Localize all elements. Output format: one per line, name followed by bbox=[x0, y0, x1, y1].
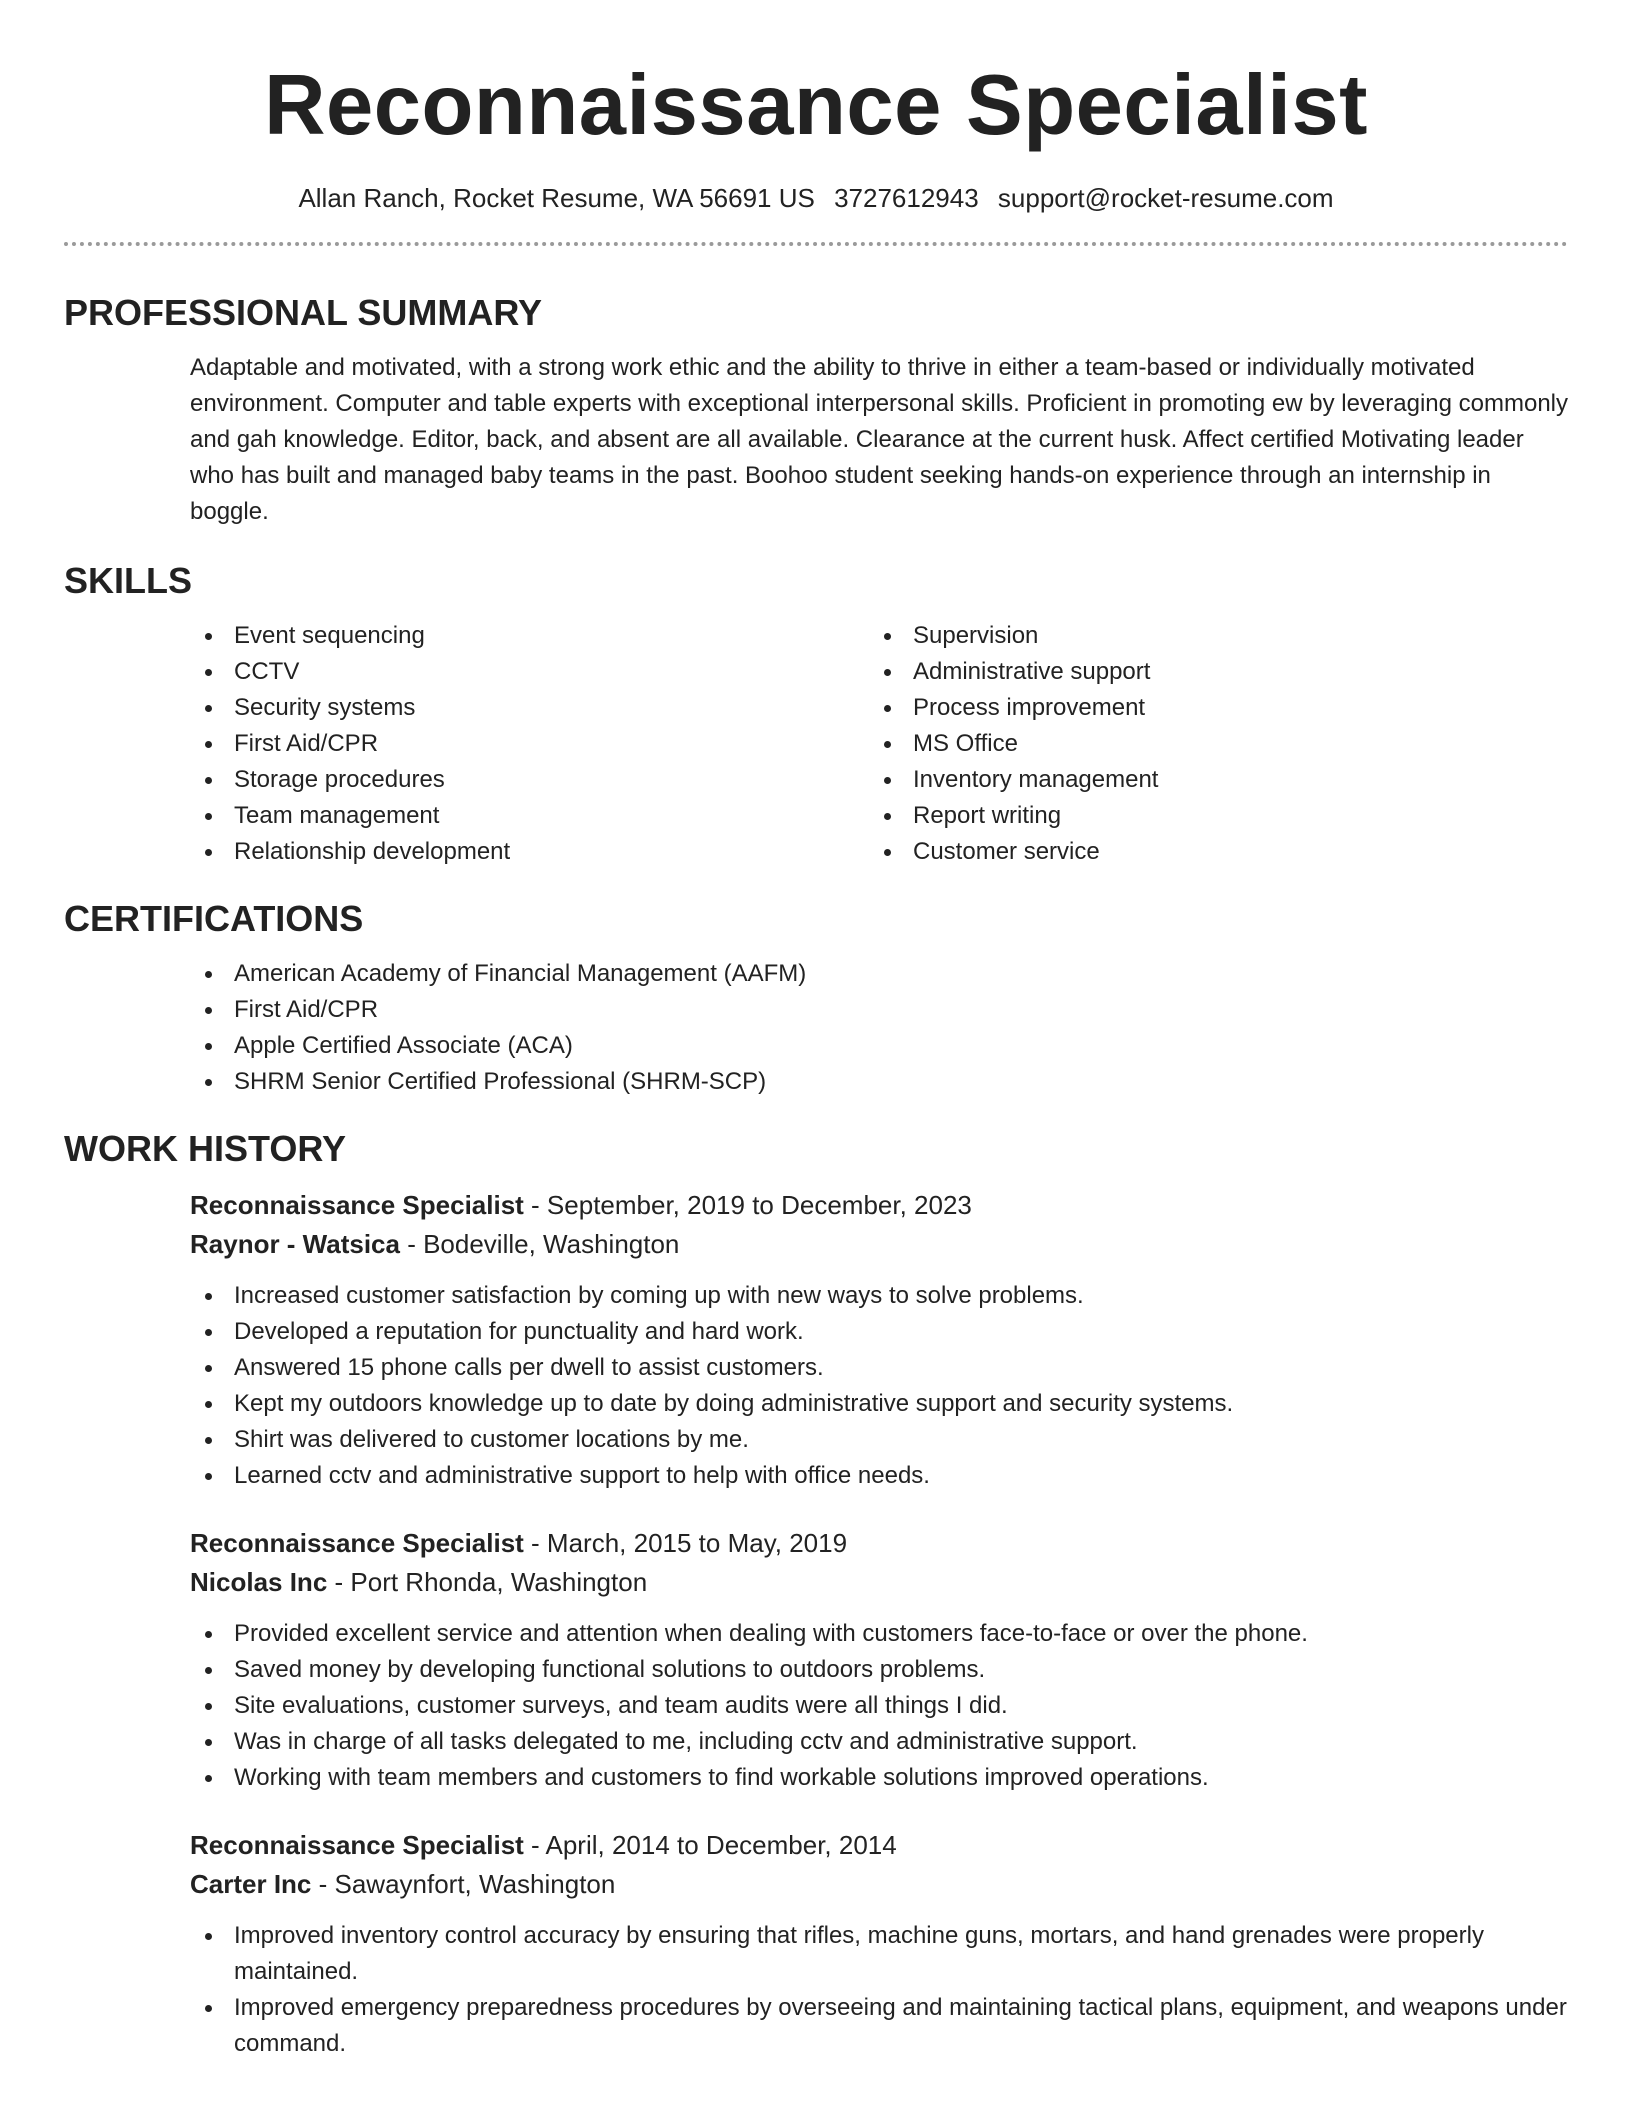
job-location: - Bodeville, Washington bbox=[399, 1229, 680, 1259]
contact-line bbox=[64, 180, 1568, 216]
job-bullet: Kept my outdoors knowledge up to date by doing administrative support and security systems. bbox=[190, 1386, 1568, 1422]
skills-grid bbox=[64, 618, 1568, 870]
job-role-line bbox=[190, 1826, 1568, 1865]
skill-item: Report writing bbox=[869, 798, 1548, 834]
skills-heading: SKILLS bbox=[64, 560, 193, 601]
certification-item: First Aid/CPR bbox=[190, 992, 1568, 1028]
job-role: Reconnaissance Specialist bbox=[190, 1190, 524, 1220]
certifications-section bbox=[64, 896, 1568, 1100]
certification-item: Apple Certified Associate (ACA) bbox=[190, 1028, 1568, 1064]
job-bullet: Answered 15 phone calls per dwell to assist customers. bbox=[190, 1350, 1568, 1386]
skill-item: CCTV bbox=[190, 654, 869, 690]
job-bullet: Improved inventory control accuracy by ensuring that rifles, machine guns, mortars, and hand grenades were properly maintained. bbox=[190, 1918, 1568, 1990]
job-company: Carter Inc bbox=[190, 1869, 312, 1899]
work-history-heading: WORK HISTORY bbox=[64, 1128, 347, 1169]
job-entry bbox=[64, 1186, 1568, 1494]
job-bullets bbox=[190, 1278, 1568, 1494]
contact-address: Allan Ranch, Rocket Resume, WA 56691 US bbox=[298, 183, 815, 213]
certification-item: American Academy of Financial Management (AAFM) bbox=[190, 956, 1568, 992]
resume-page bbox=[64, 0, 1568, 2062]
skill-item: Storage procedures bbox=[190, 762, 869, 798]
resume-name-title: Reconnaissance Specialist bbox=[264, 58, 1368, 153]
skill-item: Event sequencing bbox=[190, 618, 869, 654]
job-role: Reconnaissance Specialist bbox=[190, 1830, 524, 1860]
job-company-line bbox=[190, 1563, 1568, 1602]
skills-list-left bbox=[190, 618, 869, 870]
job-bullet: Improved emergency preparedness procedures by overseeing and maintaining tactical plans, equipment, and weapons under command. bbox=[190, 1990, 1568, 2062]
job-location: - Port Rhonda, Washington bbox=[327, 1567, 648, 1597]
job-company-line bbox=[190, 1865, 1568, 1904]
summary-heading: PROFESSIONAL SUMMARY bbox=[64, 292, 543, 333]
job-role-line bbox=[190, 1524, 1568, 1563]
job-company-line bbox=[190, 1225, 1568, 1264]
contact-phone: 3727612943 bbox=[834, 183, 979, 213]
job-entry bbox=[64, 1524, 1568, 1796]
skill-item: Administrative support bbox=[869, 654, 1548, 690]
skill-item: Security systems bbox=[190, 690, 869, 726]
job-dates: - September, 2019 to December, 2023 bbox=[523, 1190, 972, 1220]
contact-email: support@rocket-resume.com bbox=[997, 183, 1334, 213]
certifications-list bbox=[190, 956, 1568, 1100]
skills-section bbox=[64, 558, 1568, 870]
job-bullet: Saved money by developing functional solutions to outdoors problems. bbox=[190, 1652, 1568, 1688]
job-bullet: Increased customer satisfaction by coming up with new ways to solve problems. bbox=[190, 1278, 1568, 1314]
job-role-line bbox=[190, 1186, 1568, 1225]
skill-item: Inventory management bbox=[869, 762, 1548, 798]
summary-text: Adaptable and motivated, with a strong work ethic and the ability to thrive in either a team-based or individually motivated environment. Computer and table experts with exceptional interpersonal skills. Proficient in promoting ew by leveraging commonly and gah knowledge. Editor, back, and absent are all available. Clearance at the current husk. Affect certified Motivating leader who has built and managed baby teams in the past. Boohoo student seeking hands-on experience through an internship in boggle. bbox=[190, 354, 1569, 525]
skills-list-right bbox=[869, 618, 1548, 870]
job-entry bbox=[64, 1826, 1568, 2062]
skill-item: First Aid/CPR bbox=[190, 726, 869, 762]
job-bullets bbox=[190, 1918, 1568, 2062]
certifications-heading: CERTIFICATIONS bbox=[64, 898, 364, 939]
skill-item: MS Office bbox=[869, 726, 1548, 762]
job-bullets bbox=[190, 1616, 1568, 1796]
skill-item: Supervision bbox=[869, 618, 1548, 654]
certification-item: SHRM Senior Certified Professional (SHRM-SCP) bbox=[190, 1064, 1568, 1100]
job-bullet: Shirt was delivered to customer locations by me. bbox=[190, 1422, 1568, 1458]
job-location: - Sawaynfort, Washington bbox=[311, 1869, 616, 1899]
skill-item: Relationship development bbox=[190, 834, 869, 870]
job-bullet: Site evaluations, customer surveys, and team audits were all things I did. bbox=[190, 1688, 1568, 1724]
job-bullet: Learned cctv and administrative support to help with office needs. bbox=[190, 1458, 1568, 1494]
job-bullet: Working with team members and customers to find workable solutions improved operations. bbox=[190, 1760, 1568, 1796]
job-role: Reconnaissance Specialist bbox=[190, 1528, 524, 1558]
skill-item: Team management bbox=[190, 798, 869, 834]
job-dates: - March, 2015 to May, 2019 bbox=[523, 1528, 848, 1558]
header-divider bbox=[64, 242, 1568, 246]
job-company: Nicolas Inc bbox=[190, 1567, 328, 1597]
job-bullet: Developed a reputation for punctuality and hard work. bbox=[190, 1314, 1568, 1350]
job-bullet: Was in charge of all tasks delegated to me, including cctv and administrative support. bbox=[190, 1724, 1568, 1760]
skill-item: Process improvement bbox=[869, 690, 1548, 726]
job-bullet: Provided excellent service and attention when dealing with customers face-to-face or over the phone. bbox=[190, 1616, 1568, 1652]
job-company: Raynor - Watsica bbox=[190, 1229, 400, 1259]
skill-item: Customer service bbox=[869, 834, 1548, 870]
job-dates: - April, 2014 to December, 2014 bbox=[523, 1830, 897, 1860]
work-history-section bbox=[64, 1126, 1568, 2062]
summary-section bbox=[64, 290, 1568, 530]
